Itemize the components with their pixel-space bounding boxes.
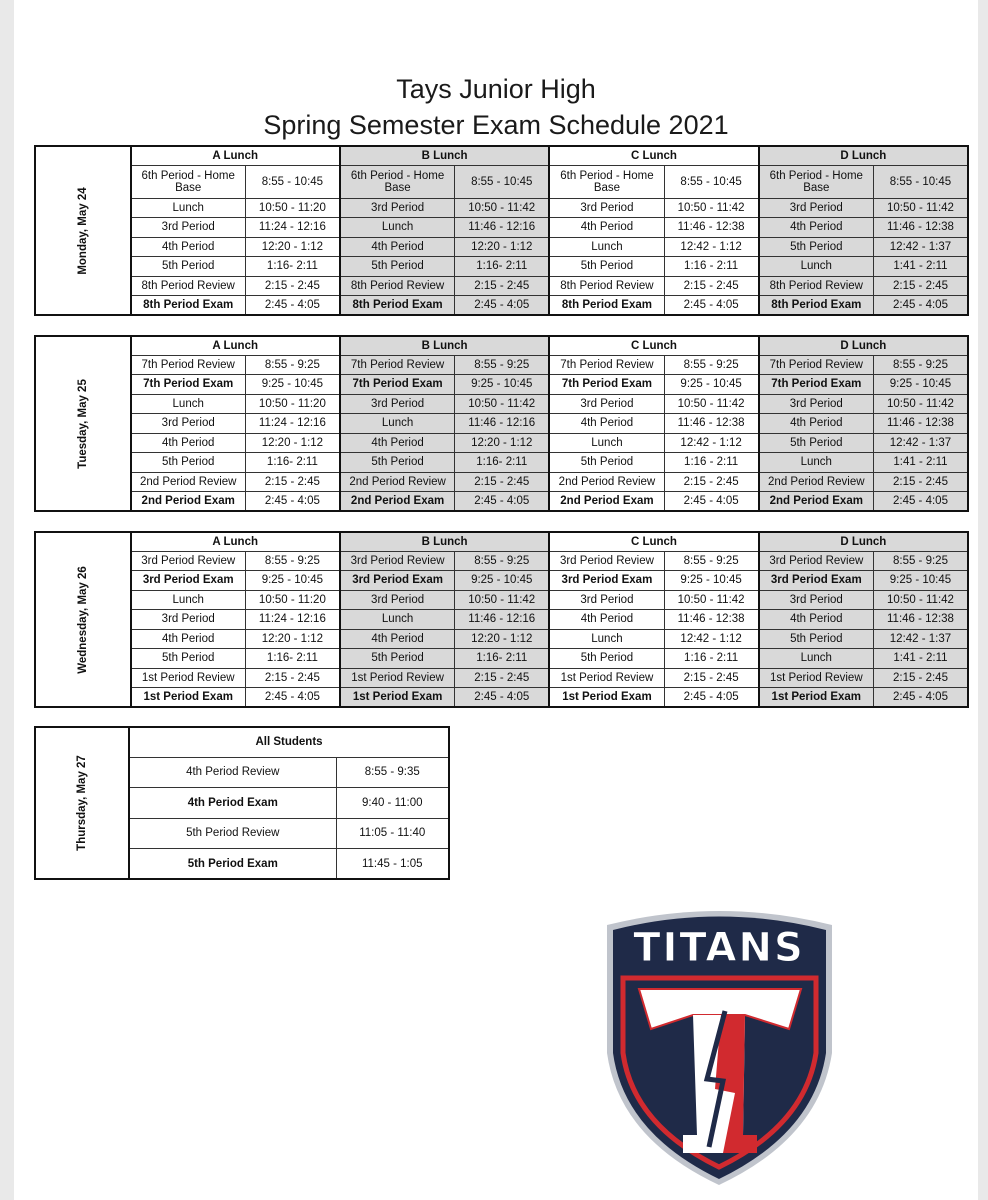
period-cell: 4th Period (131, 433, 246, 453)
table-row (35, 649, 968, 669)
period-cell: 3rd Period (340, 198, 455, 218)
period-cell: 2nd Period Review (131, 472, 246, 492)
lunch-header-row (35, 146, 968, 165)
all-students-header-row (35, 727, 449, 757)
time-cell: 9:25 - 10:45 (245, 375, 340, 395)
period-cell: 5th Period (759, 629, 874, 649)
table-row (35, 276, 968, 296)
time-cell: 2:15 - 2:45 (664, 668, 759, 688)
time-cell: 10:50 - 11:42 (455, 394, 550, 414)
period-cell: 5th Period (131, 257, 246, 277)
time-cell: 8:55 - 9:25 (873, 551, 968, 571)
time-cell: 9:25 - 10:45 (455, 571, 550, 591)
table-row (35, 668, 968, 688)
time-cell: 12:42 - 1:37 (873, 237, 968, 257)
table-row (35, 394, 968, 414)
period-cell: Lunch (759, 453, 874, 473)
period-cell: Lunch (549, 237, 664, 257)
period-cell: 8th Period Review (549, 276, 664, 296)
period-cell: 2nd Period Review (340, 472, 455, 492)
table-row (35, 414, 968, 434)
period-cell: 6th Period - Home Base (340, 165, 455, 198)
time-cell: 10:50 - 11:42 (455, 198, 550, 218)
table-row (35, 571, 968, 591)
period-cell: 3rd Period Exam (759, 571, 874, 591)
time-cell: 1:16- 2:11 (245, 649, 340, 669)
period-cell: 3rd Period (759, 590, 874, 610)
time-cell: 12:42 - 1:12 (664, 433, 759, 453)
time-cell: 10:50 - 11:42 (455, 590, 550, 610)
period-cell: 4th Period (549, 218, 664, 238)
lunch-header-d: D Lunch (759, 336, 968, 355)
time-cell: 2:15 - 2:45 (873, 276, 968, 296)
period-cell: 2nd Period Exam (340, 492, 455, 512)
period-cell: 3rd Period (131, 610, 246, 630)
day-label: Wednesday, May 26 (76, 565, 89, 674)
period-cell: 7th Period Review (549, 355, 664, 375)
period-cell: 1st Period Exam (549, 688, 664, 708)
time-cell: 11:45 - 1:05 (336, 849, 449, 880)
time-cell: 2:15 - 2:45 (245, 472, 340, 492)
time-cell: 12:20 - 1:12 (245, 433, 340, 453)
period-cell: 1st Period Review (549, 668, 664, 688)
time-cell: 8:55 - 10:45 (873, 165, 968, 198)
time-cell: 1:16- 2:11 (455, 649, 550, 669)
time-cell: 1:16 - 2:11 (664, 453, 759, 473)
time-cell: 2:15 - 2:45 (873, 472, 968, 492)
time-cell: 2:45 - 4:05 (873, 492, 968, 512)
period-cell: 4th Period (549, 610, 664, 630)
period-cell: 5th Period (549, 649, 664, 669)
table-row (35, 610, 968, 630)
lunch-header-c: C Lunch (549, 532, 758, 551)
period-cell: Lunch (549, 629, 664, 649)
period-cell: 5th Period (340, 649, 455, 669)
time-cell: 9:25 - 10:45 (873, 375, 968, 395)
time-cell: 2:15 - 2:45 (245, 276, 340, 296)
table-row (35, 198, 968, 218)
period-cell: 7th Period Review (759, 355, 874, 375)
time-cell: 10:50 - 11:42 (664, 198, 759, 218)
time-cell: 1:41 - 2:11 (873, 257, 968, 277)
day-label-cell (35, 727, 129, 879)
time-cell: 10:50 - 11:42 (873, 198, 968, 218)
time-cell: 9:25 - 10:45 (664, 571, 759, 591)
time-cell: 1:41 - 2:11 (873, 453, 968, 473)
period-cell: 6th Period - Home Base (759, 165, 874, 198)
time-cell: 10:50 - 11:20 (245, 198, 340, 218)
period-cell: 5th Period Exam (129, 849, 336, 880)
period-cell: 3rd Period (549, 198, 664, 218)
period-cell: 1st Period Review (340, 668, 455, 688)
time-cell: 8:55 - 10:45 (455, 165, 550, 198)
period-cell: 1st Period Exam (759, 688, 874, 708)
time-cell: 8:55 - 9:25 (455, 551, 550, 571)
period-cell: Lunch (340, 414, 455, 434)
period-cell: 4th Period (340, 433, 455, 453)
period-cell: 5th Period Review (129, 818, 336, 849)
time-cell: 2:45 - 4:05 (664, 296, 759, 316)
period-cell: 7th Period Exam (131, 375, 246, 395)
time-cell: 9:40 - 11:00 (336, 788, 449, 819)
time-cell: 10:50 - 11:20 (245, 394, 340, 414)
time-cell: 1:16 - 2:11 (664, 257, 759, 277)
lunch-header-row (35, 532, 968, 551)
day-label: Thursday, May 27 (76, 755, 88, 851)
table-row (35, 355, 968, 375)
period-cell: 3rd Period (759, 198, 874, 218)
time-cell: 8:55 - 9:25 (873, 355, 968, 375)
period-cell: 4th Period (340, 237, 455, 257)
period-cell: 4th Period Exam (129, 788, 336, 819)
time-cell: 9:25 - 10:45 (873, 571, 968, 591)
lunch-header-row (35, 336, 968, 355)
time-cell: 1:41 - 2:11 (873, 649, 968, 669)
period-cell: 8th Period Exam (759, 296, 874, 316)
period-cell: 1st Period Review (759, 668, 874, 688)
titans-shield-logo (597, 903, 842, 1188)
time-cell: 9:25 - 10:45 (664, 375, 759, 395)
period-cell: Lunch (131, 394, 246, 414)
time-cell: 2:45 - 4:05 (455, 492, 550, 512)
period-cell: 3rd Period Exam (340, 571, 455, 591)
time-cell: 2:45 - 4:05 (245, 296, 340, 316)
day-label: Tuesday, May 25 (76, 378, 89, 469)
period-cell: 4th Period Review (129, 757, 336, 788)
table-row (35, 433, 968, 453)
lunch-header-b: B Lunch (340, 336, 549, 355)
time-cell: 8:55 - 9:25 (245, 551, 340, 571)
period-cell: 2nd Period Exam (131, 492, 246, 512)
period-cell: 2nd Period Exam (549, 492, 664, 512)
time-cell: 12:42 - 1:37 (873, 433, 968, 453)
lunch-header-a: A Lunch (131, 336, 340, 355)
period-cell: 8th Period Exam (131, 296, 246, 316)
schedule-title: Spring Semester Exam Schedule 2021 (263, 110, 729, 140)
time-cell: 2:45 - 4:05 (245, 688, 340, 708)
monday-schedule-table (34, 145, 969, 316)
time-cell: 2:45 - 4:05 (664, 492, 759, 512)
period-cell: 7th Period Exam (549, 375, 664, 395)
period-cell: Lunch (131, 198, 246, 218)
time-cell: 11:05 - 11:40 (336, 818, 449, 849)
day-label-cell (35, 336, 131, 511)
all-students-header: All Students (129, 727, 449, 757)
lunch-header-a: A Lunch (131, 532, 340, 551)
time-cell: 10:50 - 11:42 (664, 394, 759, 414)
period-cell: 5th Period (131, 649, 246, 669)
table-row (35, 551, 968, 571)
lunch-header-d: D Lunch (759, 532, 968, 551)
time-cell: 8:55 - 9:25 (664, 355, 759, 375)
day-label-cell (35, 532, 131, 707)
period-cell: 3rd Period Review (131, 551, 246, 571)
period-cell: 5th Period (759, 237, 874, 257)
period-cell: 3rd Period (759, 394, 874, 414)
time-cell: 11:46 - 12:16 (455, 218, 550, 238)
time-cell: 10:50 - 11:42 (664, 590, 759, 610)
period-cell: Lunch (549, 433, 664, 453)
period-cell: 4th Period (759, 414, 874, 434)
period-cell: 3rd Period (131, 414, 246, 434)
period-cell: 8th Period Exam (549, 296, 664, 316)
time-cell: 11:24 - 12:16 (245, 218, 340, 238)
table-row (35, 472, 968, 492)
period-cell: 2nd Period Review (759, 472, 874, 492)
period-cell: 4th Period (340, 629, 455, 649)
time-cell: 2:45 - 4:05 (455, 688, 550, 708)
period-cell: Lunch (340, 610, 455, 630)
time-cell: 11:46 - 12:38 (664, 218, 759, 238)
time-cell: 8:55 - 10:45 (245, 165, 340, 198)
time-cell: 2:45 - 4:05 (873, 688, 968, 708)
time-cell: 8:55 - 9:25 (664, 551, 759, 571)
table-row (35, 257, 968, 277)
wednesday-schedule-table (34, 531, 969, 708)
period-cell: 7th Period Review (131, 355, 246, 375)
period-cell: 1st Period Review (131, 668, 246, 688)
time-cell: 11:46 - 12:38 (873, 218, 968, 238)
period-cell: 4th Period (759, 610, 874, 630)
time-cell: 11:46 - 12:38 (664, 610, 759, 630)
period-cell: 3rd Period Review (549, 551, 664, 571)
time-cell: 11:24 - 12:16 (245, 610, 340, 630)
day-label: Monday, May 24 (76, 186, 89, 275)
table-row (35, 165, 968, 198)
lunch-header-b: B Lunch (340, 532, 549, 551)
time-cell: 2:15 - 2:45 (664, 472, 759, 492)
time-cell: 12:20 - 1:12 (455, 237, 550, 257)
time-cell: 8:55 - 9:25 (455, 355, 550, 375)
period-cell: 3rd Period Exam (131, 571, 246, 591)
time-cell: 8:55 - 9:25 (245, 355, 340, 375)
time-cell: 11:46 - 12:38 (664, 414, 759, 434)
time-cell: 1:16 - 2:11 (664, 649, 759, 669)
time-cell: 2:15 - 2:45 (455, 668, 550, 688)
period-cell: 8th Period Review (340, 276, 455, 296)
time-cell: 8:55 - 10:45 (664, 165, 759, 198)
period-cell: Lunch (131, 590, 246, 610)
period-cell: 3rd Period (131, 218, 246, 238)
thursday-schedule-table (34, 726, 450, 880)
period-cell: 6th Period - Home Base (549, 165, 664, 198)
period-cell: 5th Period (340, 453, 455, 473)
period-cell: 3rd Period (340, 590, 455, 610)
time-cell: 10:50 - 11:42 (873, 394, 968, 414)
lunch-header-a: A Lunch (131, 146, 340, 165)
time-cell: 11:46 - 12:38 (873, 414, 968, 434)
period-cell: 3rd Period (340, 394, 455, 414)
time-cell: 8:55 - 9:35 (336, 757, 449, 788)
lunch-header-d: D Lunch (759, 146, 968, 165)
period-cell: 2nd Period Exam (759, 492, 874, 512)
time-cell: 2:15 - 2:45 (245, 668, 340, 688)
table-row (35, 492, 968, 512)
table-row (35, 237, 968, 257)
period-cell: 5th Period (549, 453, 664, 473)
lunch-header-b: B Lunch (340, 146, 549, 165)
time-cell: 12:20 - 1:12 (455, 629, 550, 649)
period-cell: 8th Period Review (759, 276, 874, 296)
time-cell: 1:16- 2:11 (245, 453, 340, 473)
period-cell: 8th Period Exam (340, 296, 455, 316)
time-cell: 1:16- 2:11 (455, 453, 550, 473)
period-cell: 7th Period Exam (340, 375, 455, 395)
time-cell: 1:16- 2:11 (455, 257, 550, 277)
table-row (35, 453, 968, 473)
time-cell: 12:42 - 1:12 (664, 629, 759, 649)
period-cell: 4th Period (131, 629, 246, 649)
period-cell: 5th Period (340, 257, 455, 277)
table-row (35, 629, 968, 649)
table-row (35, 375, 968, 395)
period-cell: Lunch (759, 257, 874, 277)
time-cell: 2:15 - 2:45 (455, 472, 550, 492)
period-cell: Lunch (340, 218, 455, 238)
period-cell: 6th Period - Home Base (131, 165, 246, 198)
document-page (14, 0, 978, 1200)
table-row (35, 296, 968, 316)
period-cell: Lunch (759, 649, 874, 669)
time-cell: 12:42 - 1:12 (664, 237, 759, 257)
period-cell: 5th Period (549, 257, 664, 277)
school-name: Tays Junior High (396, 74, 596, 104)
time-cell: 10:50 - 11:42 (873, 590, 968, 610)
tuesday-schedule-table (34, 335, 969, 512)
period-cell: 3rd Period (549, 590, 664, 610)
period-cell: 7th Period Review (340, 355, 455, 375)
time-cell: 9:25 - 10:45 (455, 375, 550, 395)
time-cell: 10:50 - 11:20 (245, 590, 340, 610)
time-cell: 11:24 - 12:16 (245, 414, 340, 434)
period-cell: 4th Period (131, 237, 246, 257)
titans-wordmark: TITANS (633, 925, 805, 971)
period-cell: 8th Period Review (131, 276, 246, 296)
time-cell: 11:46 - 12:38 (873, 610, 968, 630)
period-cell: 7th Period Exam (759, 375, 874, 395)
table-row (35, 688, 968, 708)
period-cell: 5th Period (131, 453, 246, 473)
time-cell: 2:45 - 4:05 (873, 296, 968, 316)
period-cell: 1st Period Exam (131, 688, 246, 708)
time-cell: 11:46 - 12:16 (455, 610, 550, 630)
time-cell: 2:45 - 4:05 (245, 492, 340, 512)
day-label-cell (35, 146, 131, 315)
lunch-header-c: C Lunch (549, 336, 758, 355)
period-cell: 3rd Period Review (759, 551, 874, 571)
time-cell: 1:16- 2:11 (245, 257, 340, 277)
period-cell: 2nd Period Review (549, 472, 664, 492)
table-row (35, 590, 968, 610)
time-cell: 2:45 - 4:05 (455, 296, 550, 316)
time-cell: 12:42 - 1:37 (873, 629, 968, 649)
period-cell: 5th Period (759, 433, 874, 453)
time-cell: 12:20 - 1:12 (245, 237, 340, 257)
time-cell: 2:15 - 2:45 (664, 276, 759, 296)
time-cell: 2:15 - 2:45 (873, 668, 968, 688)
time-cell: 2:45 - 4:05 (664, 688, 759, 708)
time-cell: 12:20 - 1:12 (455, 433, 550, 453)
table-row (35, 218, 968, 238)
lunch-header-c: C Lunch (549, 146, 758, 165)
period-cell: 3rd Period Review (340, 551, 455, 571)
time-cell: 11:46 - 12:16 (455, 414, 550, 434)
period-cell: 3rd Period (549, 394, 664, 414)
time-cell: 9:25 - 10:45 (245, 571, 340, 591)
time-cell: 12:20 - 1:12 (245, 629, 340, 649)
time-cell: 2:15 - 2:45 (455, 276, 550, 296)
period-cell: 3rd Period Exam (549, 571, 664, 591)
period-cell: 1st Period Exam (340, 688, 455, 708)
period-cell: 4th Period (759, 218, 874, 238)
period-cell: 4th Period (549, 414, 664, 434)
